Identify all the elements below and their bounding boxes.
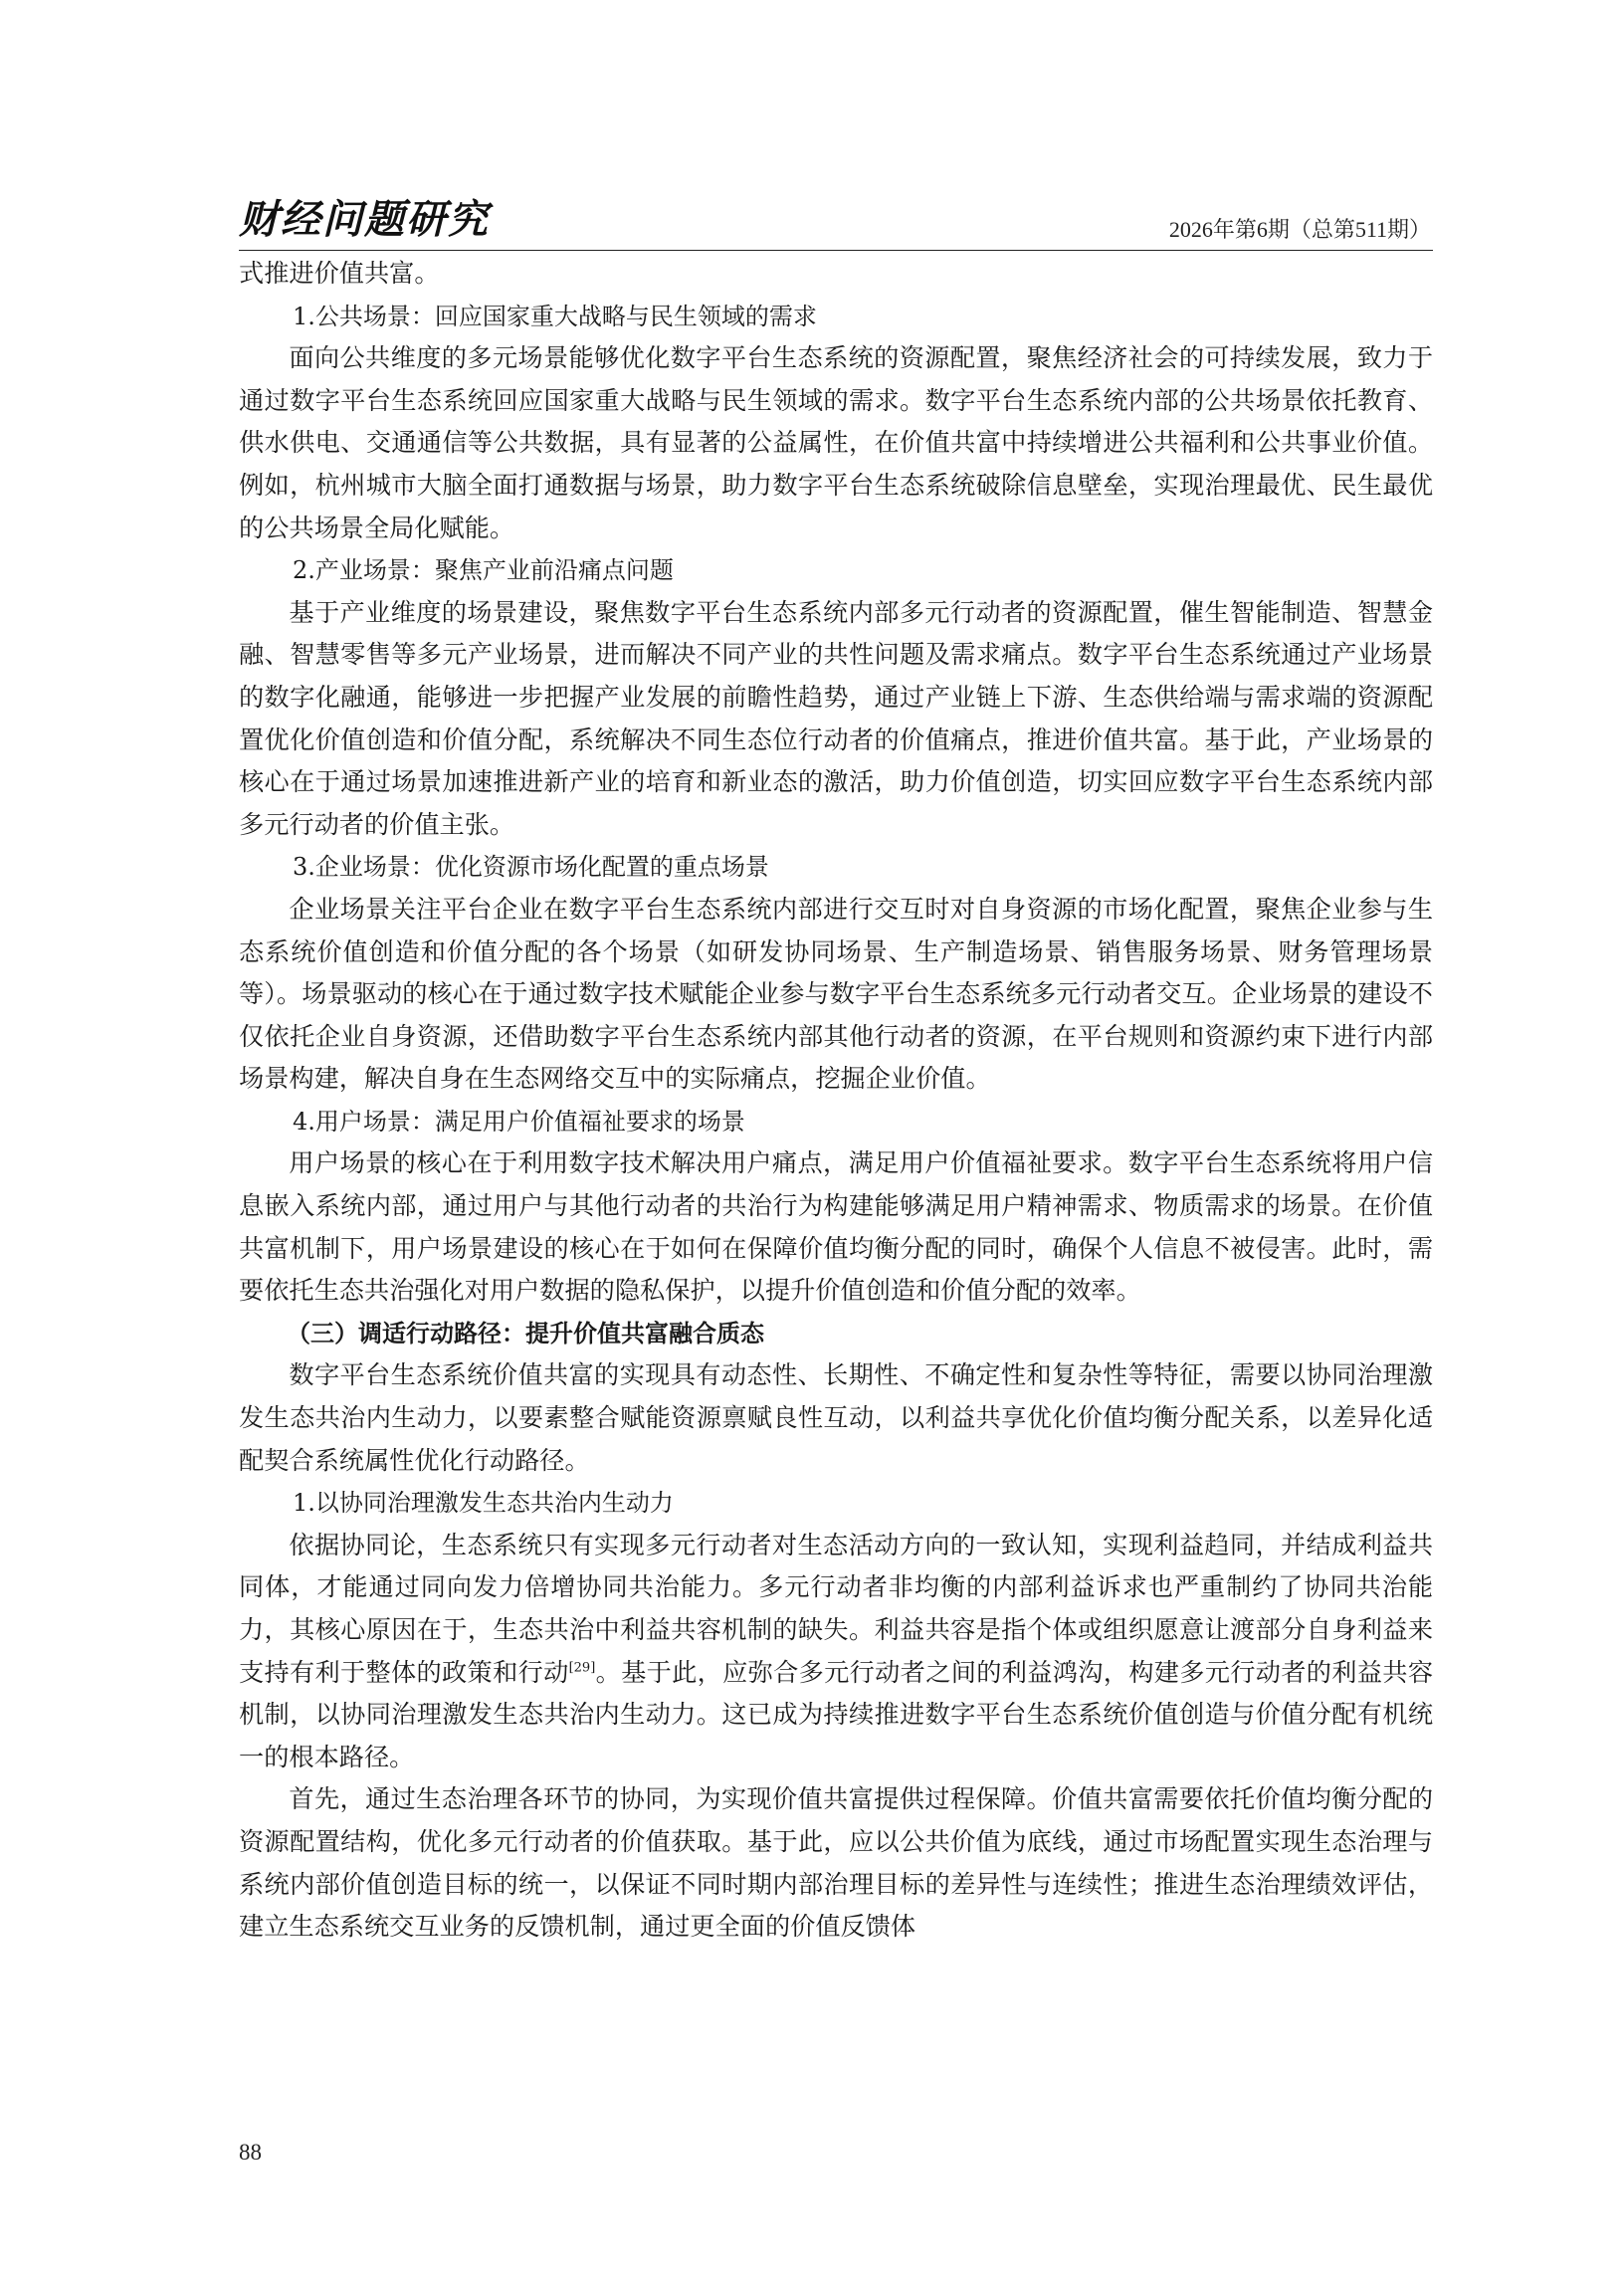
subheading: 2.产业场景：聚焦产业前沿痛点问题 (293, 556, 674, 585)
subheading: 3.企业场景：优化资源市场化配置的重点场景 (293, 853, 769, 882)
subheading: 1.以协同治理激发生态共治内生动力 (293, 1489, 674, 1518)
paragraph (239, 1525, 1433, 1779)
paragraph: 企业场景关注平台企业在数字平台生态系统内部进行交互时对自身资源的市场化配置，聚焦企业参与生态系统价值创造和价值分配的各个场景（如研发协同场景、生产制造场景、销售服务场景、财务管理场景等）。场景驱动的核心在于通过数字技术赋能企业参与数字平台生态系统多元行动者交互。企业场景的建设不仅依托企业自身资源，还借助数字平台生态系统内部其他行动者的资源，在平台规则和资源约束下进行内部场景构建，解决自身在生态网络交互中的实际痛点，挖掘企业价值。 (239, 894, 1433, 1094)
paragraph: 面向公共维度的多元场景能够优化数字平台生态系统的资源配置，聚焦经济社会的可持续发展，致力于通过数字平台生态系统回应国家重大战略与民生领域的需求。数字平台生态系统内部的公共场景依托教育、供水供电、交通通信等公共数据，具有显著的公益属性，在价值共富中持续增进公共福利和公共事业价值。例如，杭州城市大脑全面打通数据与场景，助力数字平台生态系统破除信息壁垒，实现治理最优、民生最优的公共场景全局化赋能。 (239, 343, 1433, 542)
running-header (239, 194, 1433, 251)
issue-info: 2026年第6期（总第511期） (1168, 217, 1431, 242)
paragraph-text: 。基于此，应弥合多元行动者之间的利益鸿沟，构建多元行动者的利益共容机制，以协同治理激发生态共治内生动力。这已成为持续推进数字平台生态系统价值创造与价值分配有机统一的根本路径。 (239, 1657, 1434, 1771)
subheading: 4.用户场景：满足用户价值福祉要求的场景 (293, 1107, 745, 1136)
paragraph: 式推进价值共富。 (239, 259, 440, 288)
paragraph-text: 依据协同论，生态系统只有实现多元行动者对生态活动方向的一致认知，实现利益趋同，并结成利益共同体，才能通过同向发力倍增协同共治能力。多元行动者非均衡的内部利益诉求也严重制约了协同共治能力，其核心原因在于，生态共治中利益共容机制的缺失。利益共容是指个体或组织愿意让渡部分自身利益来支持有利于整体的政策和行动 (239, 1530, 1433, 1687)
article-body (239, 253, 1433, 1949)
paragraph: 用户场景的核心在于利用数字技术解决用户痛点，满足用户价值福祉要求。数字平台生态系统将用户信息嵌入系统内部，通过用户与其他行动者的共治行为构建能够满足用户精神需求、物质需求的场景。在价值共富机制下，用户场景建设的核心在于如何在保障价值均衡分配的同时，确保个人信息不被侵害。此时，需要依托生态共治强化对用户数据的隐私保护，以提升价值创造和价值分配的效率。 (239, 1148, 1433, 1306)
page (239, 194, 1433, 1949)
page-number: 88 (239, 2140, 262, 2165)
paragraph: 数字平台生态系统价值共富的实现具有动态性、长期性、不确定性和复杂性等特征，需要以协同治理激发生态共治内生动力，以要素整合赋能资源禀赋良性互动，以利益共享优化价值均衡分配关系，以差异化适配契合系统属性优化行动路径。 (239, 1360, 1433, 1475)
section-heading: （三）调适行动路径：提升价值共富融合质态 (287, 1319, 764, 1347)
paragraph: 首先，通过生态治理各环节的协同，为实现价值共富提供过程保障。价值共富需要依托价值均衡分配的资源配置结构，优化多元行动者的价值获取。基于此，应以公共价值为底线，通过市场配置实现生态治理与系统内部价值创造目标的统一，以保证不同时期内部治理目标的差异性与连续性；推进生态治理绩效评估，建立生态系统交互业务的反馈机制，通过更全面的价值反馈体 (239, 1784, 1433, 1942)
subheading: 1.公共场景：回应国家重大战略与民生领域的需求 (293, 302, 817, 330)
paragraph: 基于产业维度的场景建设，聚焦数字平台生态系统内部多元行动者的资源配置，催生智能制造、智慧金融、智慧零售等多元产业场景，进而解决不同产业的共性问题及需求痛点。数字平台生态系统通过产业场景的数字化融通，能够进一步把握产业发展的前瞻性趋势，通过产业链上下游、生态供给端与需求端的资源配置优化价值创造和价值分配，系统解决不同生态位行动者的价值痛点，推进价值共富。基于此，产业场景的核心在于通过场景加速推进新产业的培育和新业态的激活，助力价值创造，切实回应数字平台生态系统内部多元行动者的价值主张。 (239, 597, 1433, 839)
citation-marker: [29] (568, 1660, 596, 1676)
journal-title-logo: 财经问题研究 (239, 196, 490, 243)
